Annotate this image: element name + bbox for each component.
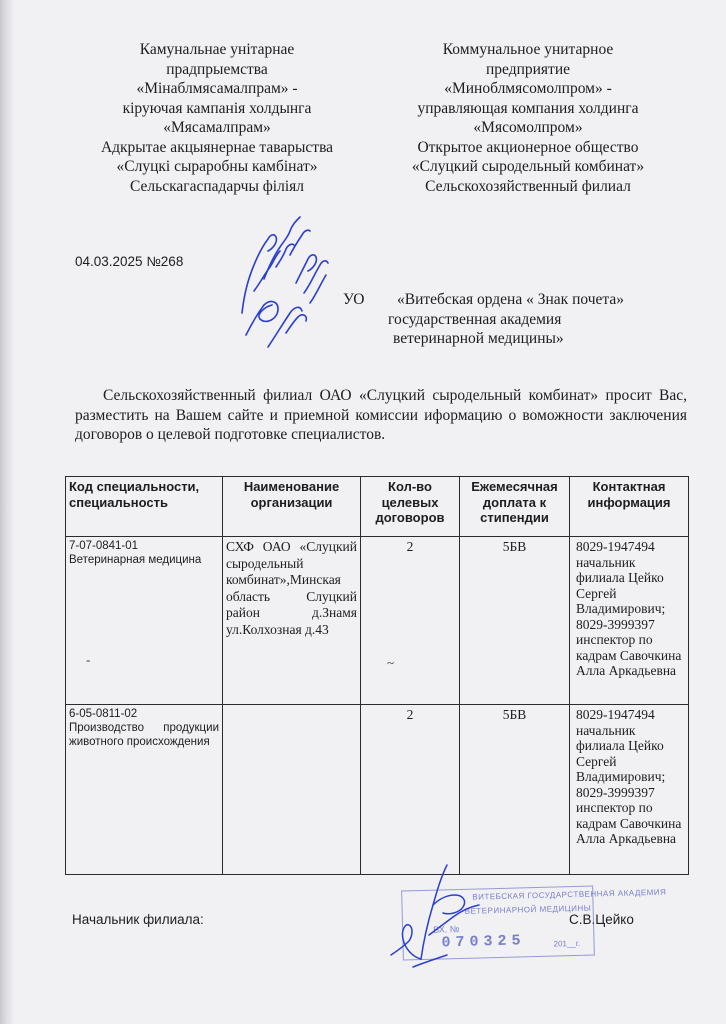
payment-cell: 5БВ xyxy=(460,705,570,875)
specialty-cell xyxy=(66,705,223,875)
stamp-organization-line: ВЕТЕРИНАРНОЙ МЕДИЦИНЫ xyxy=(464,903,592,916)
header-right-line: «Миноблмясомолпром» - xyxy=(444,80,612,97)
column-header-contact: Контактная информация xyxy=(570,477,689,537)
specialists-table xyxy=(65,476,689,875)
organization-cell xyxy=(223,705,361,875)
header-left-line: Сельскагаспадарчы філіял xyxy=(129,177,305,195)
specialty-cell xyxy=(66,537,223,705)
addressee-line-2: государственная академия xyxy=(388,311,562,328)
header-left-line: «Мінаблмясамалпрам» - xyxy=(136,80,298,97)
contact-cell: 8029-1947494 начальник филиала Цейко Сергей Владимирович; 8029-3999397 инспектор по кадрам Савочкина Алла Аркадьевна xyxy=(570,705,689,875)
scan-mark: ~ xyxy=(387,655,395,670)
addressee-line-3: ветеринарной медицины» xyxy=(393,330,564,347)
header-belarusian xyxy=(72,40,362,196)
column-header-count: Кол-во целевых договоров xyxy=(361,477,460,537)
addressee-prefix: УО xyxy=(343,291,365,308)
header-right-line: Сельскохозяйственный филиал xyxy=(425,177,631,195)
table-header-row xyxy=(66,477,689,537)
letter-body: Сельскохозяйственный филиал ОАО «Слуцкий сыродельный комбинат» просит Вас, разместить на Вашем сайте и приемной комиссии иформацию о воможности заключения договоров о целевой подготовке специалистов. xyxy=(75,387,687,443)
stamp-number-label: ВХ. № xyxy=(433,924,460,935)
scan-mark: - xyxy=(86,652,91,667)
specialty-code: 7-07-0841-01 xyxy=(69,540,139,552)
table-row xyxy=(66,705,689,875)
outgoing-reference: 04.03.2025 №268 xyxy=(75,254,184,269)
header-russian xyxy=(378,40,678,196)
handwritten-signature xyxy=(383,855,493,975)
header-right-line: управляющая компания холдинга xyxy=(417,99,639,117)
header-right-line: Открытое акционерное общество xyxy=(417,138,639,156)
contract-count-cell: 2 xyxy=(361,537,460,705)
header-right-line: Коммунальное унитарное xyxy=(442,41,614,58)
signatory-name: С.В.Цейко xyxy=(569,912,634,927)
specialty-name: Ветеринарная медицина xyxy=(69,554,202,566)
specialty-name: Производство продукции животного происхождения xyxy=(69,722,219,748)
payment-cell: 5БВ xyxy=(460,537,570,705)
specialty-code: 6-05-0811-02 xyxy=(69,708,138,720)
column-header-payment: Ежемесячная доплата к стипендии xyxy=(460,477,570,537)
column-header-code: Код специальности, специальность xyxy=(66,477,223,537)
header-left-line: Камунальнае унітарнае xyxy=(139,41,295,58)
addressee-line-1: «Витебская ордена « Знак почета» xyxy=(397,291,624,308)
signatory-title: Начальник филиала: xyxy=(72,912,204,927)
header-right-line: предприятие xyxy=(485,60,571,78)
stamp-year: 201__г. xyxy=(553,938,581,949)
contact-cell: 8029-1947494 начальник филиала Цейко Сергей Владимирович; 8029-3999397 инспектор по кадрам Савочкина Алла Аркадьевна xyxy=(570,537,689,705)
stamp-registration-number: 070325 xyxy=(441,932,526,952)
page-scan-edge xyxy=(0,0,14,1024)
header-left-line: Адкрытае акцыянернае таварыства xyxy=(100,138,334,156)
header-left-line: «Мясамалпрам» xyxy=(163,119,271,136)
header-left-line: «Слуцкі сыраробны камбінат» xyxy=(116,158,318,175)
header-left-line: прадпрыемства xyxy=(166,60,268,78)
header-right-line: «Мясомолпром» xyxy=(473,119,583,136)
stamp-organization-line: ВИТЕБСКАЯ ГОСУДАРСТВЕННАЯ АКАДЕМИЯ xyxy=(472,887,667,902)
table-row xyxy=(66,537,689,705)
header-right-line: «Слуцкий сыродельный комбинат» xyxy=(411,158,645,175)
header-left-line: кіруючая кампанія холдынга xyxy=(122,99,312,117)
handwritten-resolution xyxy=(224,195,344,355)
organization-cell: СХФ ОАО «Слуцкий сыродельный комбинат»,Минская область Слуцкий район д.Знамя ул.Колхозная д.43 xyxy=(223,537,361,705)
contract-count-cell: 2 xyxy=(361,705,460,875)
column-header-organization: Наименование организации xyxy=(223,477,361,537)
